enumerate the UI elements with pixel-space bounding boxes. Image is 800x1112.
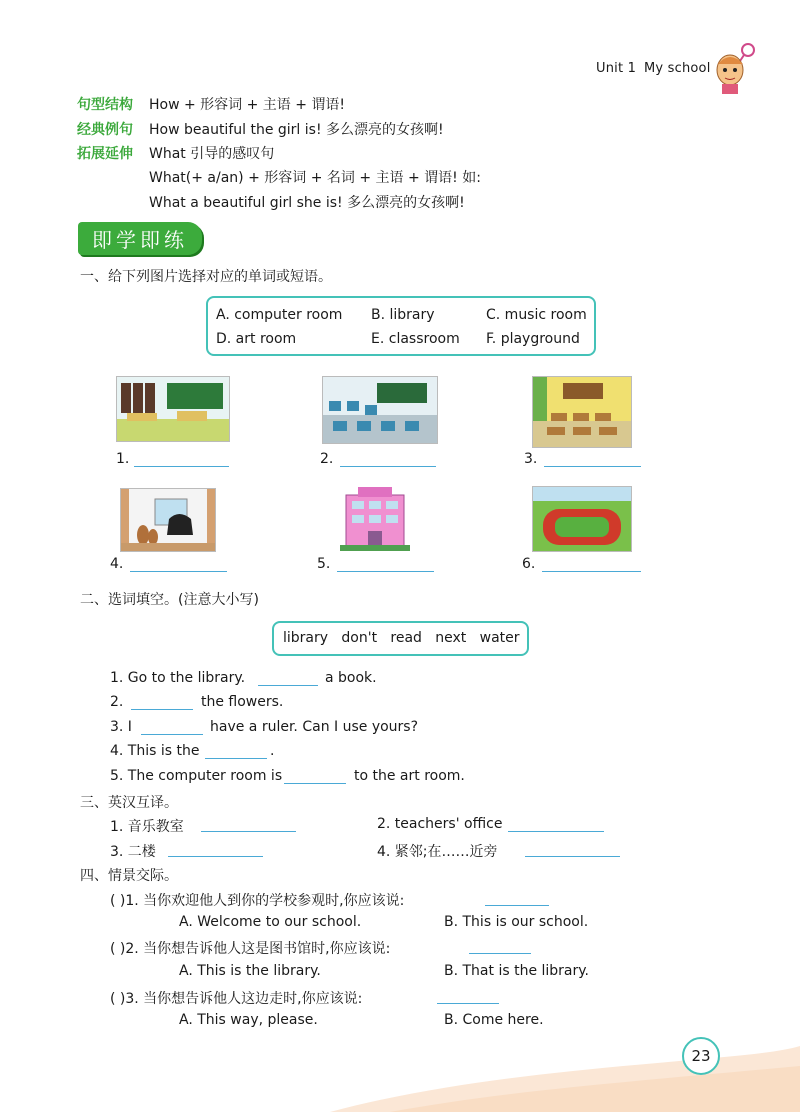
s3-q2-blank[interactable] bbox=[508, 817, 604, 832]
picture-playground bbox=[532, 486, 632, 552]
picture-computer-room bbox=[322, 376, 438, 444]
structure-label: 句型结构 bbox=[77, 97, 133, 113]
s2-q4-post: . bbox=[270, 743, 275, 759]
s2-q1-text: 1. Go to the library. bbox=[110, 670, 246, 686]
s2-q2-blank[interactable] bbox=[131, 695, 193, 710]
q4-number: 4. bbox=[110, 556, 124, 572]
section1-title: 一、给下列图片选择对应的单词或短语。 bbox=[80, 269, 332, 285]
s2-q1-post: a book. bbox=[325, 670, 377, 686]
s4-q2-text: ( )2. 当你想告诉他人这是图书馆时,你应该说: bbox=[110, 941, 391, 957]
q6-answer-blank[interactable] bbox=[542, 557, 641, 572]
option-f: F. playground bbox=[486, 331, 580, 347]
options-box bbox=[206, 296, 596, 356]
s3-q3-text: 3. 二楼 bbox=[110, 844, 156, 860]
section4-title: 四、情景交际。 bbox=[80, 868, 178, 884]
s3-q3-blank[interactable] bbox=[168, 842, 263, 857]
structure-text: How + 形容词 + 主语 + 谓语! bbox=[149, 97, 346, 113]
s4-q2-blank[interactable] bbox=[469, 939, 531, 954]
q5-number: 5. bbox=[317, 556, 331, 572]
q1-answer-blank[interactable] bbox=[134, 452, 229, 467]
q2-number: 2. bbox=[320, 451, 334, 467]
s4-q1-blank[interactable] bbox=[485, 891, 549, 906]
bottom-wave-decoration bbox=[330, 1030, 800, 1112]
s2-q5-post: to the art room. bbox=[354, 768, 465, 784]
q2-answer-blank[interactable] bbox=[340, 452, 436, 467]
s2-q2-text: 2. bbox=[110, 694, 124, 710]
picture-music-room bbox=[120, 488, 216, 552]
practice-banner: 即学即练 bbox=[78, 222, 202, 255]
unit-label: Unit 1 bbox=[596, 61, 637, 76]
word-bank-box bbox=[272, 621, 529, 656]
s4-q1-option-a: A. Welcome to our school. bbox=[179, 914, 362, 930]
s4-q1-text: ( )1. 当你欢迎他人到你的学校参观时,你应该说: bbox=[110, 893, 405, 909]
s4-q2-option-a: A. This is the library. bbox=[179, 963, 321, 979]
q3-number: 3. bbox=[524, 451, 538, 467]
example-label: 经典例句 bbox=[77, 122, 133, 138]
s4-q3-option-b: B. Come here. bbox=[444, 1012, 544, 1028]
example-text: How beautiful the girl is! 多么漂亮的女孩啊! bbox=[149, 122, 444, 138]
page-number: 23 bbox=[682, 1037, 720, 1075]
option-d: D. art room bbox=[216, 331, 297, 347]
q1-number: 1. bbox=[116, 451, 130, 467]
s3-q4-text: 4. 紧邻;在……近旁 bbox=[377, 844, 498, 860]
s2-q1-blank[interactable] bbox=[258, 671, 318, 686]
s2-q5-blank[interactable] bbox=[284, 769, 346, 784]
section2-title: 二、选词填空。(注意大小写) bbox=[80, 592, 259, 608]
s3-q2-text: 2. teachers' office bbox=[377, 816, 503, 832]
s4-q3-blank[interactable] bbox=[437, 989, 499, 1004]
extension-example: What a beautiful girl she is! 多么漂亮的女孩啊! bbox=[149, 195, 465, 211]
q4-answer-blank[interactable] bbox=[130, 557, 227, 572]
picture-art-room bbox=[116, 376, 230, 442]
s2-q3-blank[interactable] bbox=[141, 720, 203, 735]
extension-formula: What(+ a/an) + 形容词 + 名词 + 主语 + 谓语! 如: bbox=[149, 170, 481, 186]
s3-q1-text: 1. 音乐教室 bbox=[110, 819, 184, 835]
extension-label: 拓展延伸 bbox=[77, 146, 133, 162]
s2-q5-text: 5. The computer room is bbox=[110, 768, 283, 784]
option-a: A. computer room bbox=[216, 307, 343, 323]
s2-q4-text: 4. This is the bbox=[110, 743, 200, 759]
s4-q3-text: ( )3. 当你想告诉他人这边走时,你应该说: bbox=[110, 991, 363, 1007]
q3-answer-blank[interactable] bbox=[544, 452, 641, 467]
q5-answer-blank[interactable] bbox=[337, 557, 434, 572]
option-c: C. music room bbox=[486, 307, 587, 323]
s2-q3-post: have a ruler. Can I use yours? bbox=[210, 719, 419, 735]
extension-text: What 引导的感叹句 bbox=[149, 146, 275, 162]
s2-q2-post: the flowers. bbox=[201, 694, 284, 710]
s4-q1-option-b: B. This is our school. bbox=[444, 914, 589, 930]
word-bank: library don't read next water bbox=[283, 630, 520, 646]
mascot-icon bbox=[710, 40, 758, 96]
s4-q2-option-b: B. That is the library. bbox=[444, 963, 590, 979]
picture-library bbox=[340, 485, 410, 551]
s3-q4-blank[interactable] bbox=[525, 842, 620, 857]
q6-number: 6. bbox=[522, 556, 536, 572]
s2-q3-text: 3. I bbox=[110, 719, 132, 735]
s2-q4-blank[interactable] bbox=[205, 744, 267, 759]
picture-classroom bbox=[532, 376, 632, 448]
option-e: E. classroom bbox=[371, 331, 460, 347]
section3-title: 三、英汉互译。 bbox=[80, 795, 178, 811]
option-b: B. library bbox=[371, 307, 435, 323]
s3-q1-blank[interactable] bbox=[201, 817, 296, 832]
unit-title: My school bbox=[644, 61, 711, 76]
s4-q3-option-a: A. This way, please. bbox=[179, 1012, 318, 1028]
